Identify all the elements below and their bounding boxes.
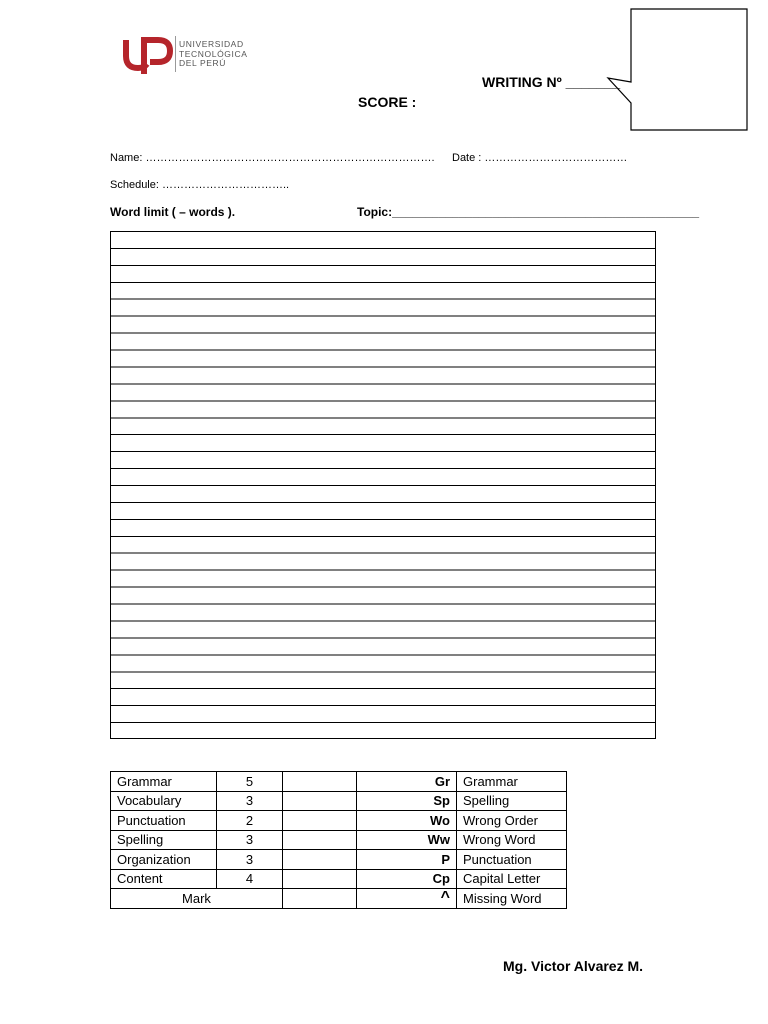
mark-label: Mark xyxy=(111,889,283,909)
rubric-row xyxy=(111,830,567,850)
rubric-row xyxy=(111,850,567,870)
code-meaning-cell: Capital Letter xyxy=(457,869,567,889)
rubric-row xyxy=(111,772,567,792)
score-entry-cell[interactable] xyxy=(283,791,357,811)
criterion-cell: Spelling xyxy=(111,830,217,850)
score-entry-cell[interactable] xyxy=(283,772,357,792)
criterion-cell: Content xyxy=(111,869,217,889)
logo-wordmark xyxy=(179,40,247,69)
mark-code-cell: ^ xyxy=(357,889,457,909)
criterion-cell: Grammar xyxy=(111,772,217,792)
teacher-signature: Mg. Victor Alvarez M. xyxy=(503,958,644,974)
code-cell: Sp xyxy=(357,791,457,811)
code-cell: Gr xyxy=(357,772,457,792)
points-cell: 5 xyxy=(217,772,283,792)
score-entry-cell[interactable] xyxy=(283,869,357,889)
criterion-cell: Vocabulary xyxy=(111,791,217,811)
name-field[interactable]: Name: ……………………………………………………………………. xyxy=(110,152,435,164)
logo-line-1: UNIVERSIDAD xyxy=(179,39,244,49)
mark-entry-cell[interactable] xyxy=(283,889,357,909)
criterion-cell: Organization xyxy=(111,850,217,870)
rubric-mark-row xyxy=(111,889,567,909)
writing-number-label: WRITING Nº _______ xyxy=(482,74,621,90)
logo-divider xyxy=(175,36,176,72)
rubric-row xyxy=(111,811,567,831)
topic-field[interactable]: Topic:______________________________________________ xyxy=(357,205,700,219)
code-meaning-cell: Spelling xyxy=(457,791,567,811)
utp-logo-icon xyxy=(122,34,178,76)
code-cell: P xyxy=(357,850,457,870)
points-cell: 4 xyxy=(217,869,283,889)
code-cell: Wo xyxy=(357,811,457,831)
points-cell: 3 xyxy=(217,830,283,850)
writing-area[interactable] xyxy=(110,231,656,739)
rubric-row xyxy=(111,791,567,811)
score-label: SCORE : xyxy=(358,94,417,110)
rubric-table xyxy=(110,771,567,909)
university-logo xyxy=(122,34,252,76)
mark-meaning-cell: Missing Word xyxy=(457,889,567,909)
code-meaning-cell: Punctuation xyxy=(457,850,567,870)
schedule-field[interactable]: Schedule: …………………………….. xyxy=(110,179,290,191)
code-cell: Ww xyxy=(357,830,457,850)
points-cell: 2 xyxy=(217,811,283,831)
logo-line-2: TECNOLÓGICA xyxy=(179,48,248,59)
points-cell: 3 xyxy=(217,850,283,870)
code-meaning-cell: Wrong Order xyxy=(457,811,567,831)
code-meaning-cell: Grammar xyxy=(457,772,567,792)
score-entry-cell[interactable] xyxy=(283,811,357,831)
code-meaning-cell: Wrong Word xyxy=(457,830,567,850)
points-cell: 3 xyxy=(217,791,283,811)
criterion-cell: Punctuation xyxy=(111,811,217,831)
code-cell: Cp xyxy=(357,869,457,889)
date-field[interactable]: Date : ………………………………… xyxy=(452,152,628,164)
score-entry-cell[interactable] xyxy=(283,830,357,850)
logo-line-3: DEL PERÚ xyxy=(179,58,226,68)
word-limit-field: Word limit ( – words ). xyxy=(110,205,236,219)
rubric-row xyxy=(111,869,567,889)
score-bubble xyxy=(600,6,750,134)
score-entry-cell[interactable] xyxy=(283,850,357,870)
